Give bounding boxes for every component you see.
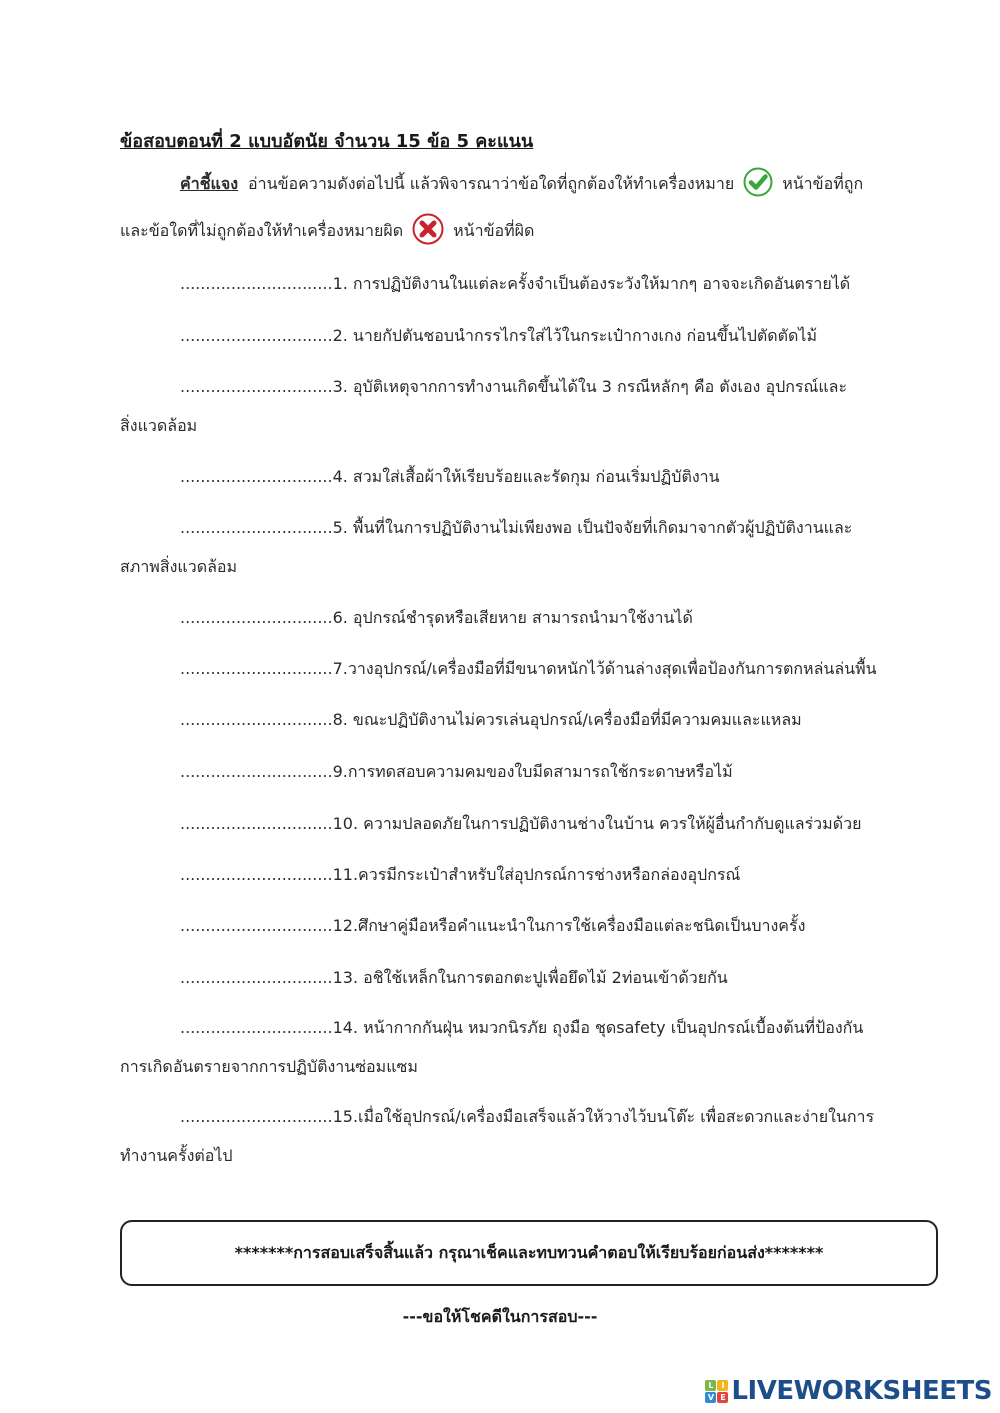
question-text: ควรมีกระเป๋าสำหรับใส่อุปกรณ์การช่างหรือกล่องอุปกรณ์	[358, 865, 741, 884]
question-number: 11.	[332, 865, 359, 884]
end-notice-text: *******การสอบเสร็จสิ้นแล้ว กรุณาเช็คและทบทวนคำตอบให้เรียบร้อยก่อนส่ง*******	[234, 1242, 824, 1262]
question-1	[120, 264, 880, 303]
instructions-label: คำชี้แจง	[180, 173, 239, 193]
instructions-line-1	[180, 166, 863, 202]
question-text: ขณะปฏิบัติงานไม่ควรเล่นอุปกรณ์/เครื่องมือที่มีความคมและแหลม	[347, 710, 802, 729]
instructions-text-2: และข้อใดที่ไม่ถูกต้องให้ทำเครื่องหมายผิด	[120, 220, 404, 240]
instructions-after-x: หน้าข้อที่ผิด	[453, 220, 535, 240]
question-number: 8.	[332, 710, 348, 729]
answer-blank[interactable]: ..............................	[180, 1018, 333, 1037]
question-number: 3.	[332, 377, 348, 396]
live-blocks-icon: L I V E	[705, 1380, 728, 1403]
question-text: การทดสอบความคมของใบมีดสามารถใช้กระดาษหรือไม้	[347, 762, 733, 781]
question-text: อชิใช้เหล็กในการตอกตะปูเพื่อยึดไม้ 2ท่อนเข้าด้วยกัน	[358, 968, 728, 987]
answer-blank[interactable]: ..............................	[180, 1107, 333, 1126]
question-text: อุบัติเหตุจากการทำงานเกิดขึ้นได้ใน 3 กรณีหลักๆ คือ ตังเอง อุปกรณ์และ	[347, 377, 848, 396]
answer-blank[interactable]: ..............................	[180, 518, 333, 537]
answer-blank[interactable]: ..............................	[180, 659, 333, 678]
question-text: สวมใส่เสื้อผ้าให้เรียบร้อยและรัดกุม ก่อนเริ่มปฏิบัติงาน	[347, 467, 720, 486]
answer-blank[interactable]: ..............................	[180, 916, 333, 935]
question-number: 14.	[332, 1018, 359, 1037]
question-7	[120, 649, 880, 688]
question-8	[120, 700, 880, 739]
answer-blank[interactable]: ..............................	[180, 326, 333, 345]
answer-blank[interactable]: ..............................	[180, 608, 333, 627]
question-6	[120, 598, 880, 637]
check-circle-icon	[742, 166, 774, 202]
question-12	[120, 906, 880, 945]
question-10	[120, 804, 880, 843]
question-3	[120, 367, 880, 445]
logo-text: LIVEWORKSHEETS	[731, 1376, 992, 1406]
answer-blank[interactable]: ..............................	[180, 377, 333, 396]
question-4	[120, 457, 880, 496]
instructions-text-1: อ่านข้อความดังต่อไปนี้ แล้วพิจารณาว่าข้อใดที่ถูกต้องให้ทำเครื่องหมาย	[248, 173, 735, 193]
question-text: หน้ากากกันฝุ่น หมวกนิรภัย ถุงมือ ชุดsafety เป็นอุปกรณ์เบื้องต้นที่ป้องกัน	[358, 1018, 864, 1037]
question-11	[120, 855, 880, 894]
question-13	[120, 958, 880, 997]
answer-blank[interactable]: ..............................	[180, 274, 333, 293]
question-continuation: สภาพสิ่งแวดล้อม	[120, 557, 238, 576]
question-9	[120, 752, 880, 791]
question-text: นายกัปตันชอบนำกรรไกรใส่ไว้ในกระเป๋ากางเกง ก่อนขึ้นไปตัดตัดไม้	[347, 326, 817, 345]
question-continuation: ทำงานครั้งต่อไป	[120, 1146, 233, 1165]
question-text: พื้นที่ในการปฏิบัติงานไม่เพียงพอ เป็นปัจจัยที่เกิดมาจากตัวผู้ปฏิบัติงานและ	[347, 518, 853, 537]
question-number: 13.	[332, 968, 359, 987]
question-text: การปฏิบัติงานในแต่ละครั้งจำเป็นต้องระวังให้มากๆ อาจจะเกิดอันตรายได้	[347, 274, 851, 293]
question-15	[120, 1097, 880, 1175]
question-text: ความปลอดภัยในการปฏิบัติงานช่างในบ้าน ควรให้ผู้อื่นกำกับดูแลร่วมด้วย	[358, 814, 862, 833]
x-circle-icon	[411, 212, 445, 250]
instructions-after-check: หน้าข้อที่ถูก	[782, 173, 864, 193]
question-14	[120, 1008, 880, 1086]
answer-blank[interactable]: ..............................	[180, 467, 333, 486]
good-luck-message: ---ขอให้โชคดีในการสอบ---	[402, 1307, 598, 1326]
exam-end-notice	[120, 1220, 938, 1286]
question-number: 10.	[332, 814, 359, 833]
question-number: 5.	[332, 518, 348, 537]
exam-title: ข้อสอบตอนที่ 2 แบบอัตนัย จำนวน 15 ข้อ 5 คะแนน	[120, 131, 534, 152]
question-continuation: สิ่งแวดล้อม	[120, 416, 198, 435]
question-number: 6.	[332, 608, 348, 627]
question-number: 9.	[332, 762, 348, 781]
answer-blank[interactable]: ..............................	[180, 762, 333, 781]
instructions-line-2	[120, 212, 534, 250]
question-number: 12.	[332, 916, 359, 935]
question-number: 2.	[332, 326, 348, 345]
answer-blank[interactable]: ..............................	[180, 710, 333, 729]
answer-blank[interactable]: ..............................	[180, 865, 333, 884]
question-5	[120, 508, 880, 586]
liveworksheets-logo	[705, 1375, 992, 1407]
question-text: วางอุปกรณ์/เครื่องมือที่มีขนาดหนักไว้ด้านล่างสุดเพื่อป้องกันการตกหล่นล่นพื้น	[347, 659, 877, 678]
question-number: 7.	[332, 659, 348, 678]
question-text: อุปกรณ์ชำรุดหรือเสียหาย สามารถนำมาใช้งานได้	[347, 608, 693, 627]
question-continuation: การเกิดอันตรายจากการปฏิบัติงานซ่อมแซม	[120, 1057, 418, 1076]
question-number: 4.	[332, 467, 348, 486]
question-2	[120, 316, 880, 355]
question-number: 1.	[332, 274, 348, 293]
question-text: เมื่อใช้อุปกรณ์/เครื่องมือเสร็จแล้วให้วางไว้บนโต๊ะ เพื่อสะดวกและง่ายในการ	[358, 1107, 875, 1126]
question-text: ศึกษาคู่มือหรือคำแนะนำในการใช้เครื่องมือแต่ละชนิดเป็นบางครั้ง	[358, 916, 806, 935]
answer-blank[interactable]: ..............................	[180, 814, 333, 833]
question-number: 15.	[332, 1107, 359, 1126]
answer-blank[interactable]: ..............................	[180, 968, 333, 987]
